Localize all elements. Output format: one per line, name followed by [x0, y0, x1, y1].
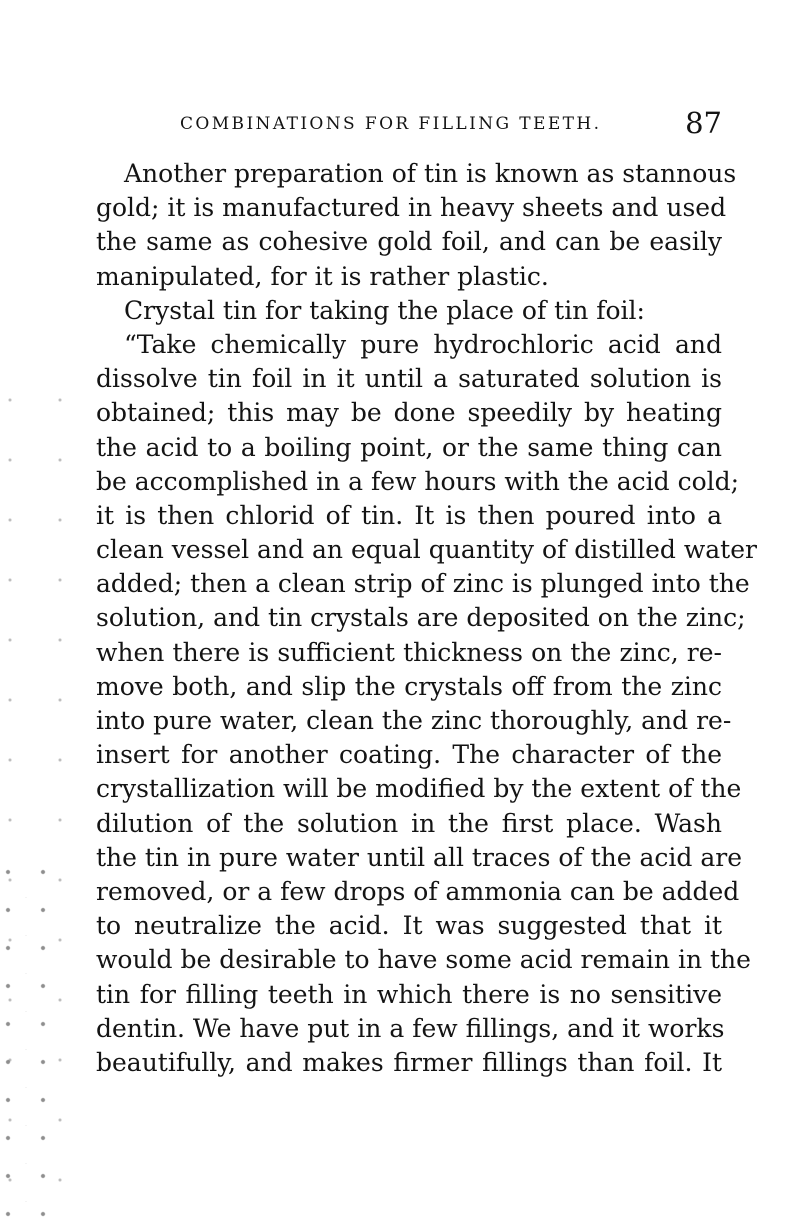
text-line: would be desirable to have some acid remain in the: [96, 945, 751, 975]
text-line: clean vessel and an equal quantity of distilled water: [96, 535, 757, 565]
text-line: manipulated, for it is rather plastic.: [96, 261, 549, 291]
text-line: dilution of the solution in the first place. Wash: [96, 808, 722, 838]
text-line: Crystal tin for taking the place of tin foil:: [124, 295, 645, 325]
scan-gutter-speckle-lower: [0, 860, 55, 1218]
running-title: COMBINATIONS FOR FILLING TEETH.: [180, 114, 602, 134]
text-line: beautifully, and makes firmer fillings than foil. It: [96, 1047, 722, 1077]
text-line: move both, and slip the crystals off from the zinc: [96, 671, 722, 701]
text-line: tin for filling teeth in which there is no sensitive: [96, 979, 722, 1009]
text-line: obtained; this may be done speedily by heating: [96, 398, 722, 428]
text-line: when there is sufficient thickness on the zinc, re-: [96, 637, 722, 667]
text-line: insert for another coating. The character of the: [96, 740, 722, 770]
text-line: crystallization will be modified by the extent of the: [96, 774, 742, 804]
text-line: removed, or a few drops of ammonia can be added: [96, 876, 740, 906]
text-line: the same as cohesive gold foil, and can be easily: [96, 227, 722, 257]
text-line: Another preparation of tin is known as stannous: [124, 159, 737, 188]
text-line: dissolve tin foil in it until a saturated solution is: [96, 364, 722, 394]
text-line: solution, and tin crystals are deposited on the zinc;: [96, 603, 746, 633]
running-head: [96, 106, 722, 146]
page-number: 87: [685, 106, 722, 140]
text-line: into pure water, clean the zinc thoroughly, and re-: [96, 706, 732, 735]
text-line: be accomplished in a few hours with the acid cold;: [96, 466, 740, 496]
text-line: the acid to a boiling point, or the same thing can: [96, 432, 722, 462]
text-line: “Take chemically pure hydrochloric acid and: [124, 329, 722, 359]
text-line: it is then chlorid of tin. It is then poured into a: [96, 500, 722, 530]
text-line: gold; it is manufactured in heavy sheets and used: [96, 193, 727, 223]
text-line: the tin in pure water until all traces of the acid are: [96, 842, 743, 872]
body-text: [96, 157, 757, 1080]
text-line: dentin. We have put in a few fillings, and it works: [96, 1013, 725, 1043]
text-line: to neutralize the acid. It was suggested that it: [96, 911, 722, 941]
text-line: added; then a clean strip of zinc is plunged into the: [96, 569, 750, 599]
